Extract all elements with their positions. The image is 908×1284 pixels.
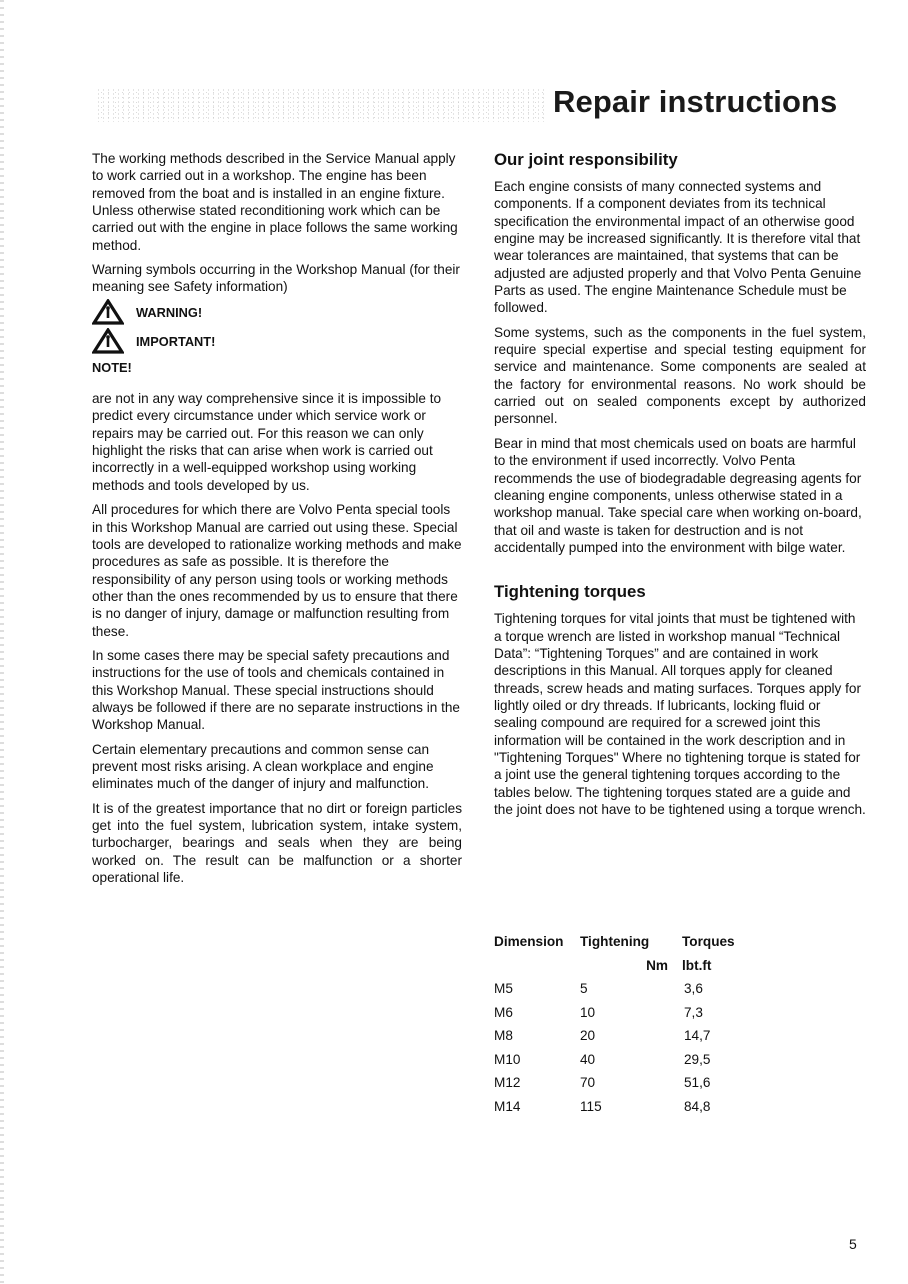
body-paragraph: Some systems, such as the components in the fuel system, require special expertise and special testing equipment for service and maintenance. Some components are sealed at the factory for environmental reasons. No work should be carried out on sealed components except by authorized personnel. xyxy=(494,324,866,427)
nm-cell: 70 xyxy=(580,1075,596,1091)
page-number: 5 xyxy=(849,1236,857,1252)
body-paragraph: It is of the greatest importance that no dirt or foreign particles get into the fuel system, lubrication system, intake system, turbocharger, bearings and seals when they are being worked on. The result can be malfunction or a shorter operational life. xyxy=(92,800,462,886)
table-header-row xyxy=(494,930,772,954)
lbtft-cell: 51,6 xyxy=(684,1075,711,1091)
torque-table xyxy=(494,930,772,1118)
nm-cell: 115 xyxy=(580,1098,602,1114)
table-row xyxy=(494,1048,772,1072)
column-header: Torques xyxy=(682,934,735,950)
warning-triangle-icon xyxy=(92,299,124,325)
unit-label: Nm xyxy=(646,957,668,973)
table-units-row xyxy=(494,954,772,978)
warning-label: WARNING! xyxy=(136,304,203,320)
lbtft-cell: 3,6 xyxy=(684,981,703,997)
nm-cell: 20 xyxy=(580,1028,596,1044)
section-heading-tightening-torques: Tightening torques xyxy=(494,582,646,602)
lbtft-cell: 84,8 xyxy=(684,1098,711,1114)
body-paragraph: All procedures for which there are Volvo Penta special tools in this Workshop Manual are carried out using these. Special tools are developed to rationalize working methods and make procedures as safe as possible. It is therefore the responsibility of any person using tools or working methods other than the ones recommended by us to ensure that there is no danger of injury, damage or malfunction resulting from these. xyxy=(92,502,462,639)
body-paragraph: Certain elementary precautions and common sense can prevent most risks arising. A clean workplace and engine eliminates much of the danger of injury and malfunction. xyxy=(92,741,434,792)
lbtft-cell: 7,3 xyxy=(684,1004,703,1020)
body-paragraph: Tightening torques for vital joints that must be tightened with a torque wrench are listed in workshop manual “Technical Data”: “Tightening Torques” and are contained in work descriptions in this Manual. All torques apply for cleaned threads, screw heads and mating surfaces. Torques apply for lightly oiled or dry threads. If lubricants, locking fluid or sealing compound are required for a screwed joint this information will be contained in the work description and in "Tightening Torques" Where no tightening torque is stated for a joint use the general tightening torques according to the tables below. The tightening torques stated are a guide and the joint does not have to be tightened using a torque wrench. xyxy=(494,611,866,817)
column-header: Tightening xyxy=(580,934,650,950)
unit-label: lbt.ft xyxy=(682,957,712,973)
page-title: Repair instructions xyxy=(553,84,838,119)
important-label: IMPORTANT! xyxy=(136,333,216,349)
nm-cell: 10 xyxy=(580,1004,596,1020)
nm-cell: 5 xyxy=(580,981,588,997)
table-row xyxy=(494,977,772,1001)
warning-triangle-icon xyxy=(92,328,124,354)
table-row xyxy=(494,1071,772,1095)
important-symbol-row xyxy=(92,327,462,356)
nm-cell: 40 xyxy=(580,1051,596,1067)
symbols-intro: Warning symbols occurring in the Workshop Manual (for their meaning see Safety information) xyxy=(92,262,460,295)
body-paragraph: are not in any way comprehensive since it is impossible to predict every circumstance under which service work or repairs may be carried out. For this reason we can only highlight the risks that can arise when work is carried out incorrectly in a well-equipped workshop using working methods and tools developed by us. xyxy=(92,391,442,493)
dimension-cell: M10 xyxy=(494,1051,521,1067)
dimension-cell: M12 xyxy=(494,1075,521,1091)
left-column xyxy=(92,150,462,893)
body-paragraph: Bear in mind that most chemicals used on boats are harmful to the environment if used incorrectly. Volvo Penta recommends the use of biodegradable degreasing agents for cleaning engine components, unless otherwise stated in a workshop manual. Take special care when working on-board, that oil and waste is taken for destruction and is not accidentally pumped into the environment with bilge water. xyxy=(494,435,862,555)
dimension-cell: M5 xyxy=(494,981,513,997)
section-heading-joint-responsibility: Our joint responsibility xyxy=(494,150,678,169)
intro-paragraph: The working methods described in the Service Manual apply to work carried out in a workshop. The engine has been removed from the boat and is installed in an engine fixture. Unless otherwise stated reconditioning work which can be carried out with the engine in place follows the same working method. xyxy=(92,151,458,253)
lbtft-cell: 29,5 xyxy=(684,1051,711,1067)
body-paragraph: In some cases there may be special safety precautions and instructions for the use of tools and chemicals contained in this Workshop Manual. These special instructions should always be followed if there are no separate instructions in the Workshop Manual. xyxy=(92,647,460,733)
header-decorative-band xyxy=(96,88,546,122)
scan-edge-dots xyxy=(0,0,4,1284)
right-column xyxy=(494,150,866,825)
column-header: Dimension xyxy=(494,934,564,950)
warning-symbol-row xyxy=(92,298,462,327)
body-paragraph: Each engine consists of many connected systems and components. If a component deviates from its technical specification the environmental impact of an otherwise good engine may be increased significantly. It is therefore vital that wear tolerances are maintained, that systems that can be adjusted are adjusted properly and that Volvo Penta Genuine Parts as used. The engine Maintenance Schedule must be followed. xyxy=(494,179,862,316)
table-row xyxy=(494,1024,772,1048)
note-label: NOTE! xyxy=(92,359,132,375)
table-row xyxy=(494,1095,772,1119)
dimension-cell: M14 xyxy=(494,1098,521,1114)
table-row xyxy=(494,1001,772,1025)
dimension-cell: M8 xyxy=(494,1028,513,1044)
lbtft-cell: 14,7 xyxy=(684,1028,711,1044)
dimension-cell: M6 xyxy=(494,1004,513,1020)
unit-label xyxy=(494,954,580,978)
